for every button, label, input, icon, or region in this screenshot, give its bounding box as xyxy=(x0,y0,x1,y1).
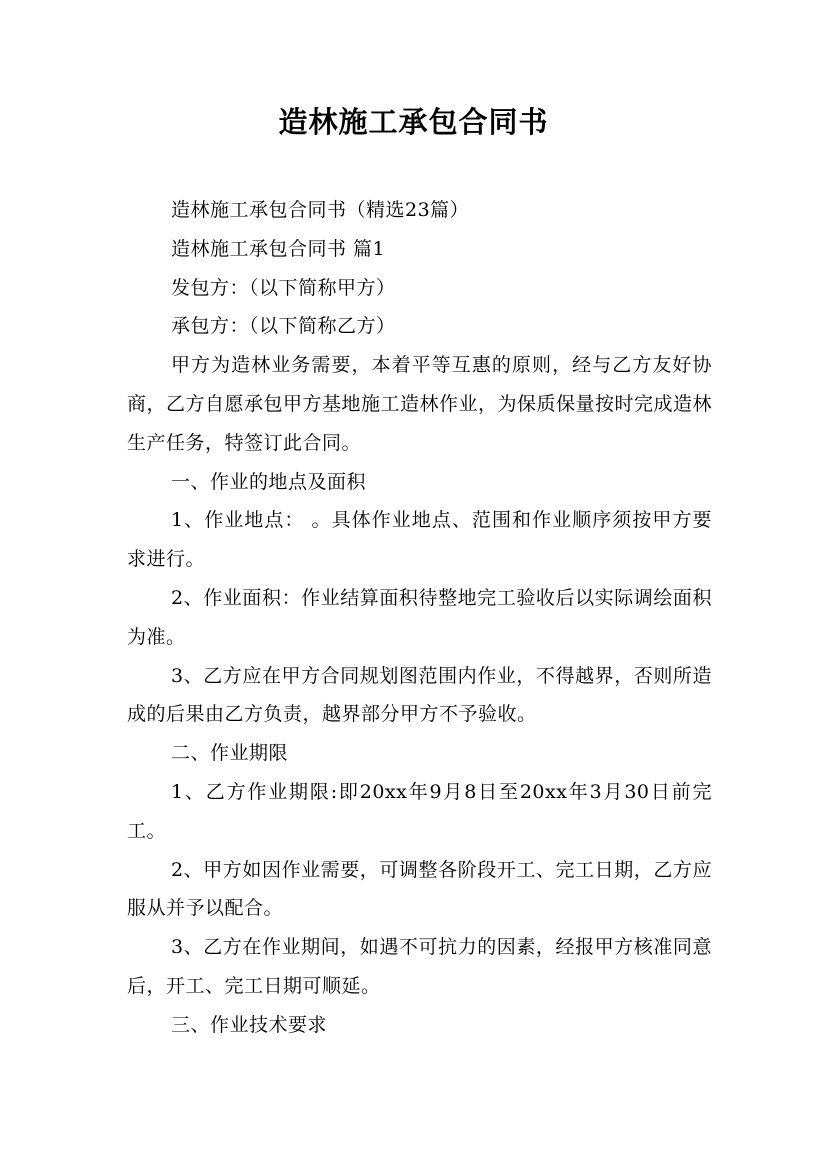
section-heading-location: 一、作业的地点及面积 xyxy=(171,470,367,493)
paragraph-party-a: 发包方：（以下简称甲方） xyxy=(171,276,396,299)
paragraph-location-3: 3、乙方应在甲方合同规划图范围内作业，不得越界，否则所造成的后果由乙方负责，越界部分甲方不予验收。 xyxy=(127,664,712,726)
document-title: 造林施工承包合同书 xyxy=(278,105,549,139)
section-heading-technical: 三、作业技术要求 xyxy=(171,1013,328,1036)
paragraph-period-2: 2、甲方如因作业需要，可调整各阶段开工、完工日期，乙方应服从并予以配合。 xyxy=(127,858,712,920)
paragraph-location-2: 2、作业面积：作业结算面积待整地完工验收后以实际调绘面积为准。 xyxy=(127,586,712,648)
paragraph-period-3: 3、乙方在作业期间，如遇不可抗力的因素，经报甲方核准同意后，开工、完工日期可顺延。 xyxy=(127,936,712,997)
document-body xyxy=(127,191,712,1045)
section-heading-period: 二、作业期限 xyxy=(171,742,289,765)
paragraph-subtitle: 造林施工承包合同书（精选23篇） xyxy=(171,199,470,221)
paragraph-location-1: 1、作业地点： 。具体作业地点、范围和作业顺序须按甲方要求进行。 xyxy=(127,509,712,571)
paragraph-period-1: 1、乙方作业期限:即20xx年9月8日至20xx年3月30日前完工。 xyxy=(127,780,712,842)
paragraph-party-b: 承包方：（以下简称乙方） xyxy=(171,315,396,338)
paragraph-chapter-heading: 造林施工承包合同书 篇1 xyxy=(171,237,386,260)
paragraph-preamble: 甲方为造林业务需要，本着平等互惠的原则，经与乙方友好协商，乙方自愿承包甲方基地施工造林作业，为保质保量按时完成造林生产任务，特签订此合同。 xyxy=(127,354,713,454)
